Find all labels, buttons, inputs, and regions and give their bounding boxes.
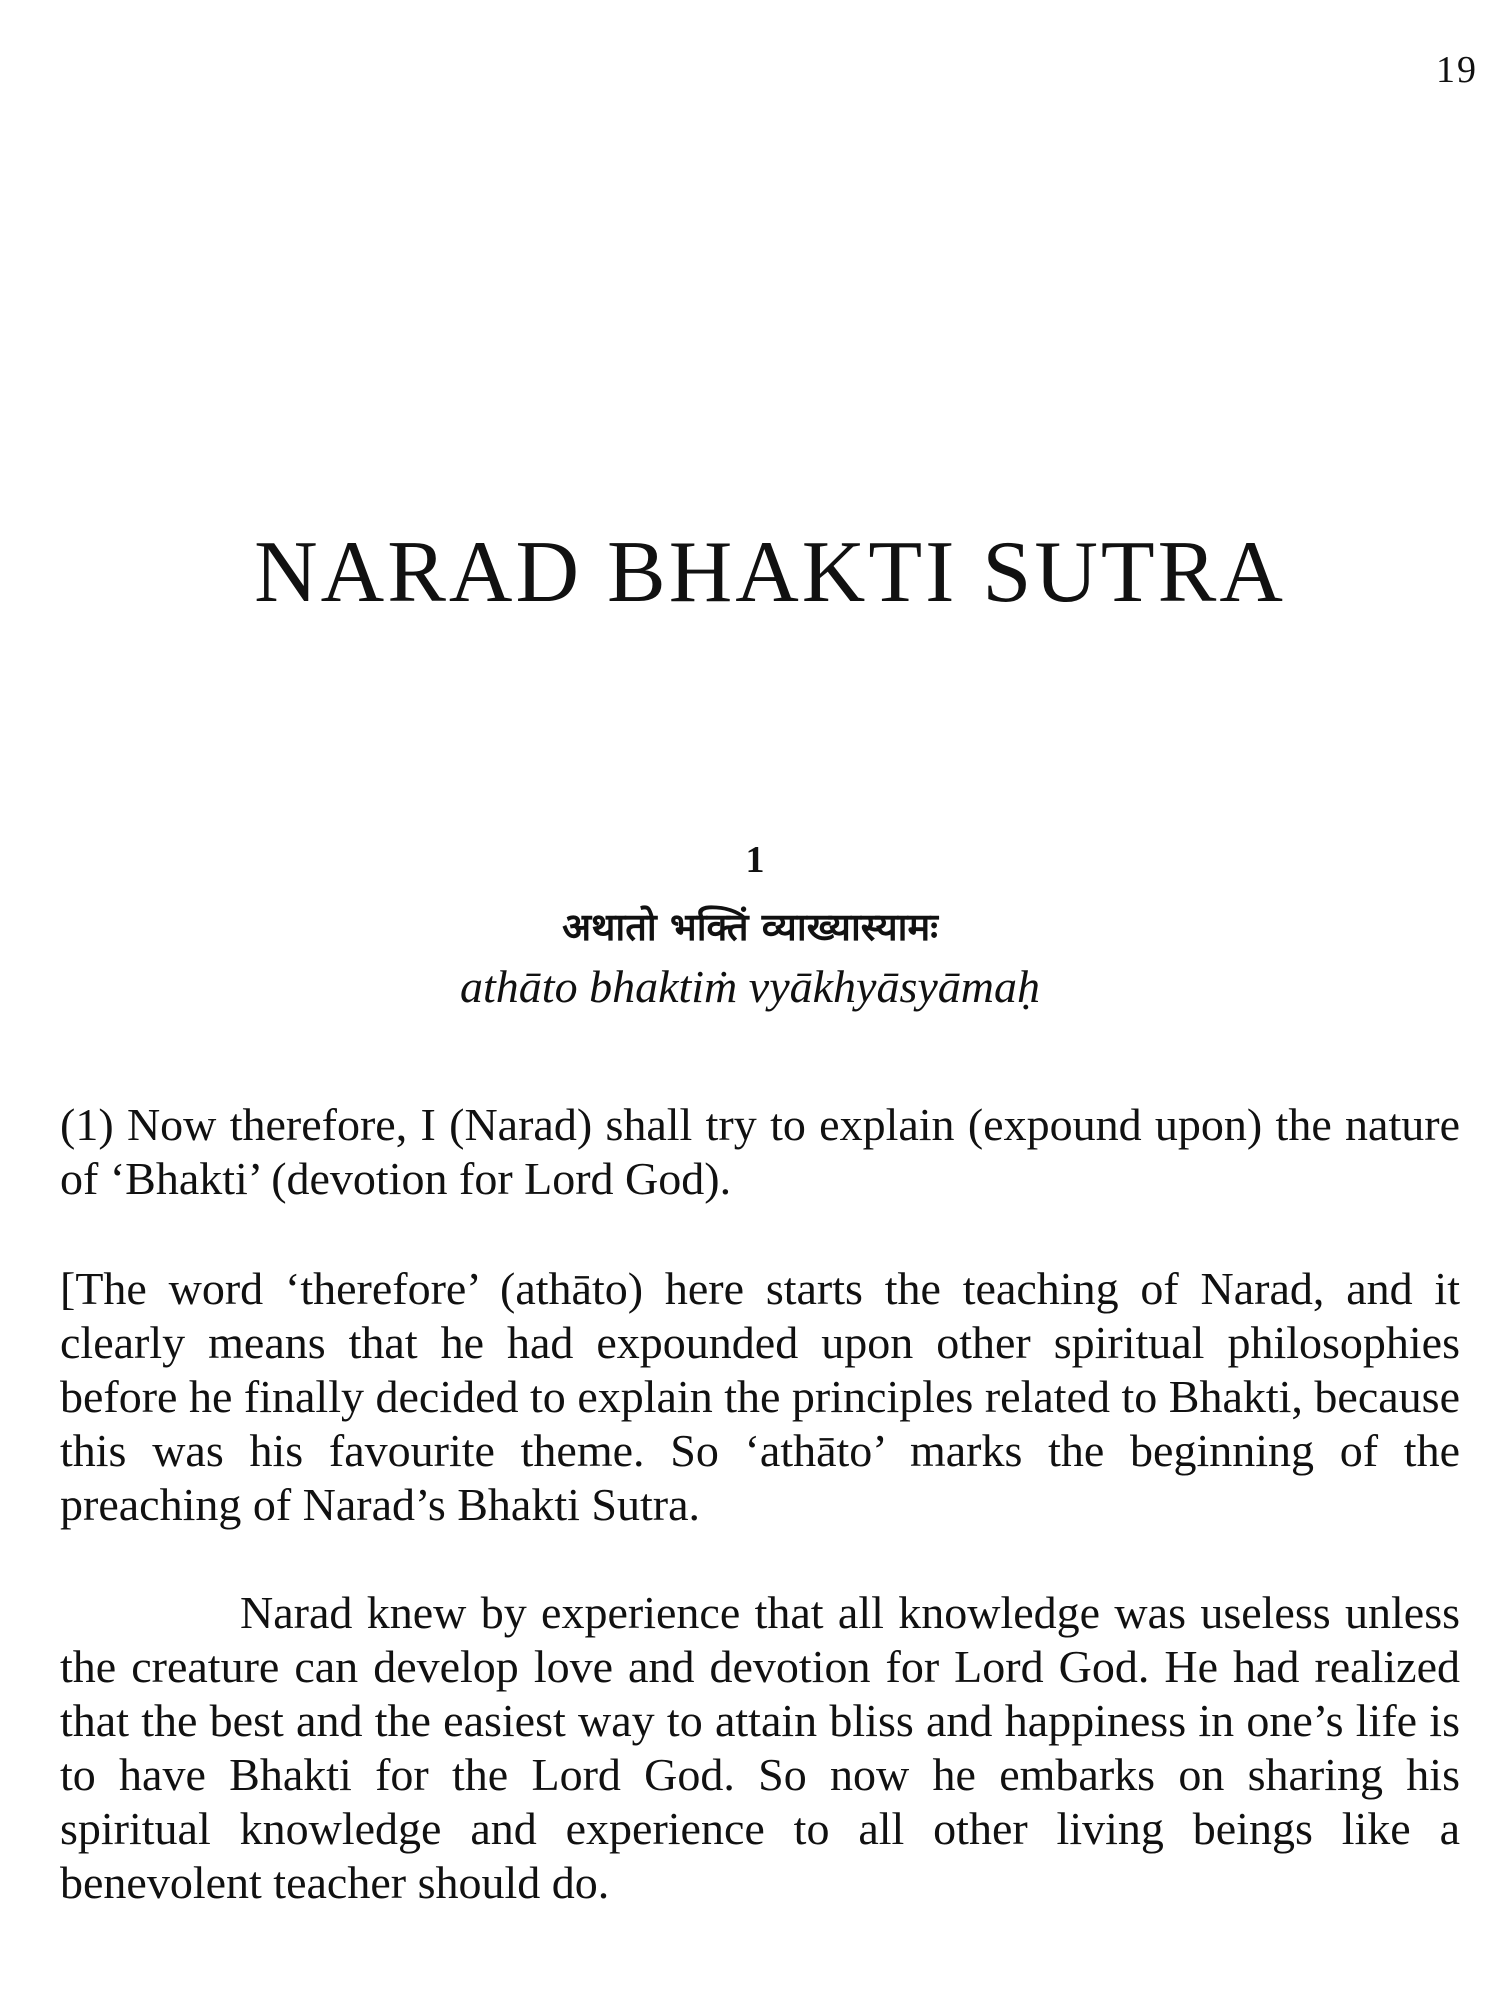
transliteration: athāto bhaktiṁ vyākhyāsyāmaḥ xyxy=(460,961,1040,1012)
page-number: 19 xyxy=(1436,49,1478,91)
sanskrit-verse: अथातो भक्तिं व्याख्यास्यामः xyxy=(562,905,938,949)
page-title: NARAD BHAKTI SUTRA xyxy=(254,524,1286,621)
commentary-paragraph: Narad knew by experience that all knowledge was useless unless the creature can develop love and devotion for Lord God. He had realized that the best and the easiest way to attain bliss and happiness in one’s life is to have Bhakti for the Lord God. So now he embarks on sharing his spiritual knowledge and experience to all other living beings like a benevolent teacher should do. xyxy=(60,1587,1460,1908)
translation-paragraph: (1) Now therefore, I (Narad) shall try to explain (expound upon) the nature of ‘Bhakti’ (devotion for Lord God). xyxy=(60,1099,1460,1204)
commentary-paragraph: [The word ‘therefore’ (athāto) here starts the teaching of Narad, and it clearly means that he had expounded upon other spiritual philosophies before he finally decided to explain the principles related to Bhakti, because this was his favourite theme. So ‘athāto’ marks the beginning of the preaching of Narad’s Bhakti Sutra. xyxy=(60,1263,1460,1530)
sutra-number: 1 xyxy=(745,839,765,881)
